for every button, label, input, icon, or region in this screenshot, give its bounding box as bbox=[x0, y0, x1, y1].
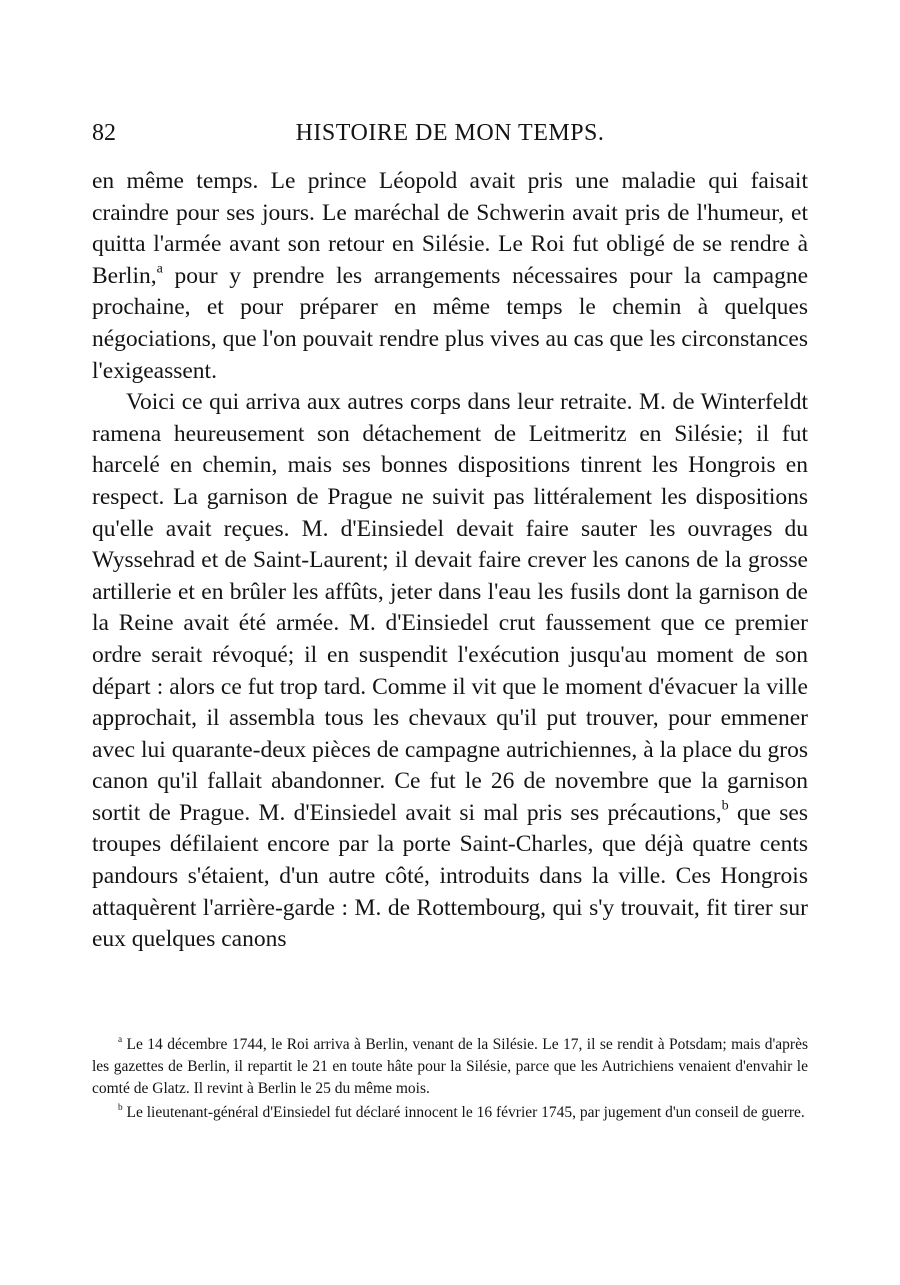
paragraph-2 bbox=[92, 387, 808, 956]
footnotes bbox=[92, 1034, 808, 1126]
footnote-ref-a: a bbox=[156, 260, 163, 277]
main-text bbox=[92, 166, 808, 956]
page-number: 82 bbox=[92, 120, 116, 146]
paragraph-2-text-continued: que ses troupes défilaient encore par la porte Saint-Charles, que déjà quatre cents pandours s'étaient, d'un autre côté, introduits dans la ville. Ces Hongrois attaquèrent l'arrière-garde : M. de Rottembourg, qui s'y trouvait, fit tirer sur eux quelques canons bbox=[92, 799, 808, 953]
footnote-a-text: Le 14 décembre 1744, le Roi arriva à Berlin, venant de la Silésie. Le 17, il se rendit à Potsdam; mais d'après les gazettes de Berlin, il repartit le 21 en toute hâte pour la Silésie, parce que les Autrichiens venaient d'envahir le comté de Glatz. Il revint à Berlin le 25 du même mois. bbox=[92, 1036, 809, 1097]
running-title: HISTOIRE DE MON TEMPS. bbox=[295, 120, 605, 146]
footnote-a bbox=[92, 1034, 808, 1100]
paragraph-2-text: Voici ce qui arriva aux autres corps dans leur retraite. M. de Winterfeldt ramena heureusement son détachement de Leitmeritz en Silésie; il fut harcelé en chemin, mais ses bonnes dispositions tinrent les Hongrois en respect. La garnison de Prague ne suivit pas littéralement les dispositions qu'elle avait reçues. M. d'Einsiedel devait faire sauter les ouvrages du Wyssehrad et de Saint-Laurent; il devait faire crever les canons de la grosse artillerie et en brûler les affûts, jeter dans l'eau les fusils dont la garnison de la Reine avait été armée. M. d'Einsiedel crut faussement que ce premier ordre serait révoqué; il en suspendit l'exécution jusqu'au moment de son départ : alors ce fut trop tard. Comme il vit que le moment d'évacuer la ville approchait, il assembla tous les chevaux qu'il put trouver, pour emmener avec lui quarante-deux pièces de campagne autrichiennes, à la place du gros canon qu'il fallait abandonner. Ce fut le 26 de novembre que la garnison sortit de Prague. M. d'Einsiedel avait si mal pris ses précautions, bbox=[92, 389, 808, 826]
paragraph-1-text: en même temps. Le prince Léopold avait pris une maladie qui faisait craindre pour ses jours. Le maréchal de Schwerin avait pris de l'humeur, et quitta l'armée avant son retour en Silésie. Le Roi fut obligé de se rendre à Berlin, bbox=[92, 168, 808, 289]
paragraph-1 bbox=[92, 166, 808, 387]
page-header bbox=[92, 120, 808, 154]
footnote-marker-a: a bbox=[118, 1035, 123, 1046]
footnote-b bbox=[92, 1102, 808, 1124]
paragraph-1-text-continued: pour y prendre les arrangements nécessaires pour la campagne prochaine, et pour préparer en même temps le chemin à quelques négociations, que l'on pouvait rendre plus vives au cas que les circonstances l'exigeassent. bbox=[92, 262, 808, 384]
footnote-ref-b: b bbox=[721, 797, 729, 814]
footnote-b-text: Le lieutenant-général d'Einsiedel fut déclaré innocent le 16 février 1745, par jugement d'un conseil de guerre. bbox=[126, 1104, 805, 1121]
footnote-marker-b: b bbox=[118, 1103, 123, 1114]
